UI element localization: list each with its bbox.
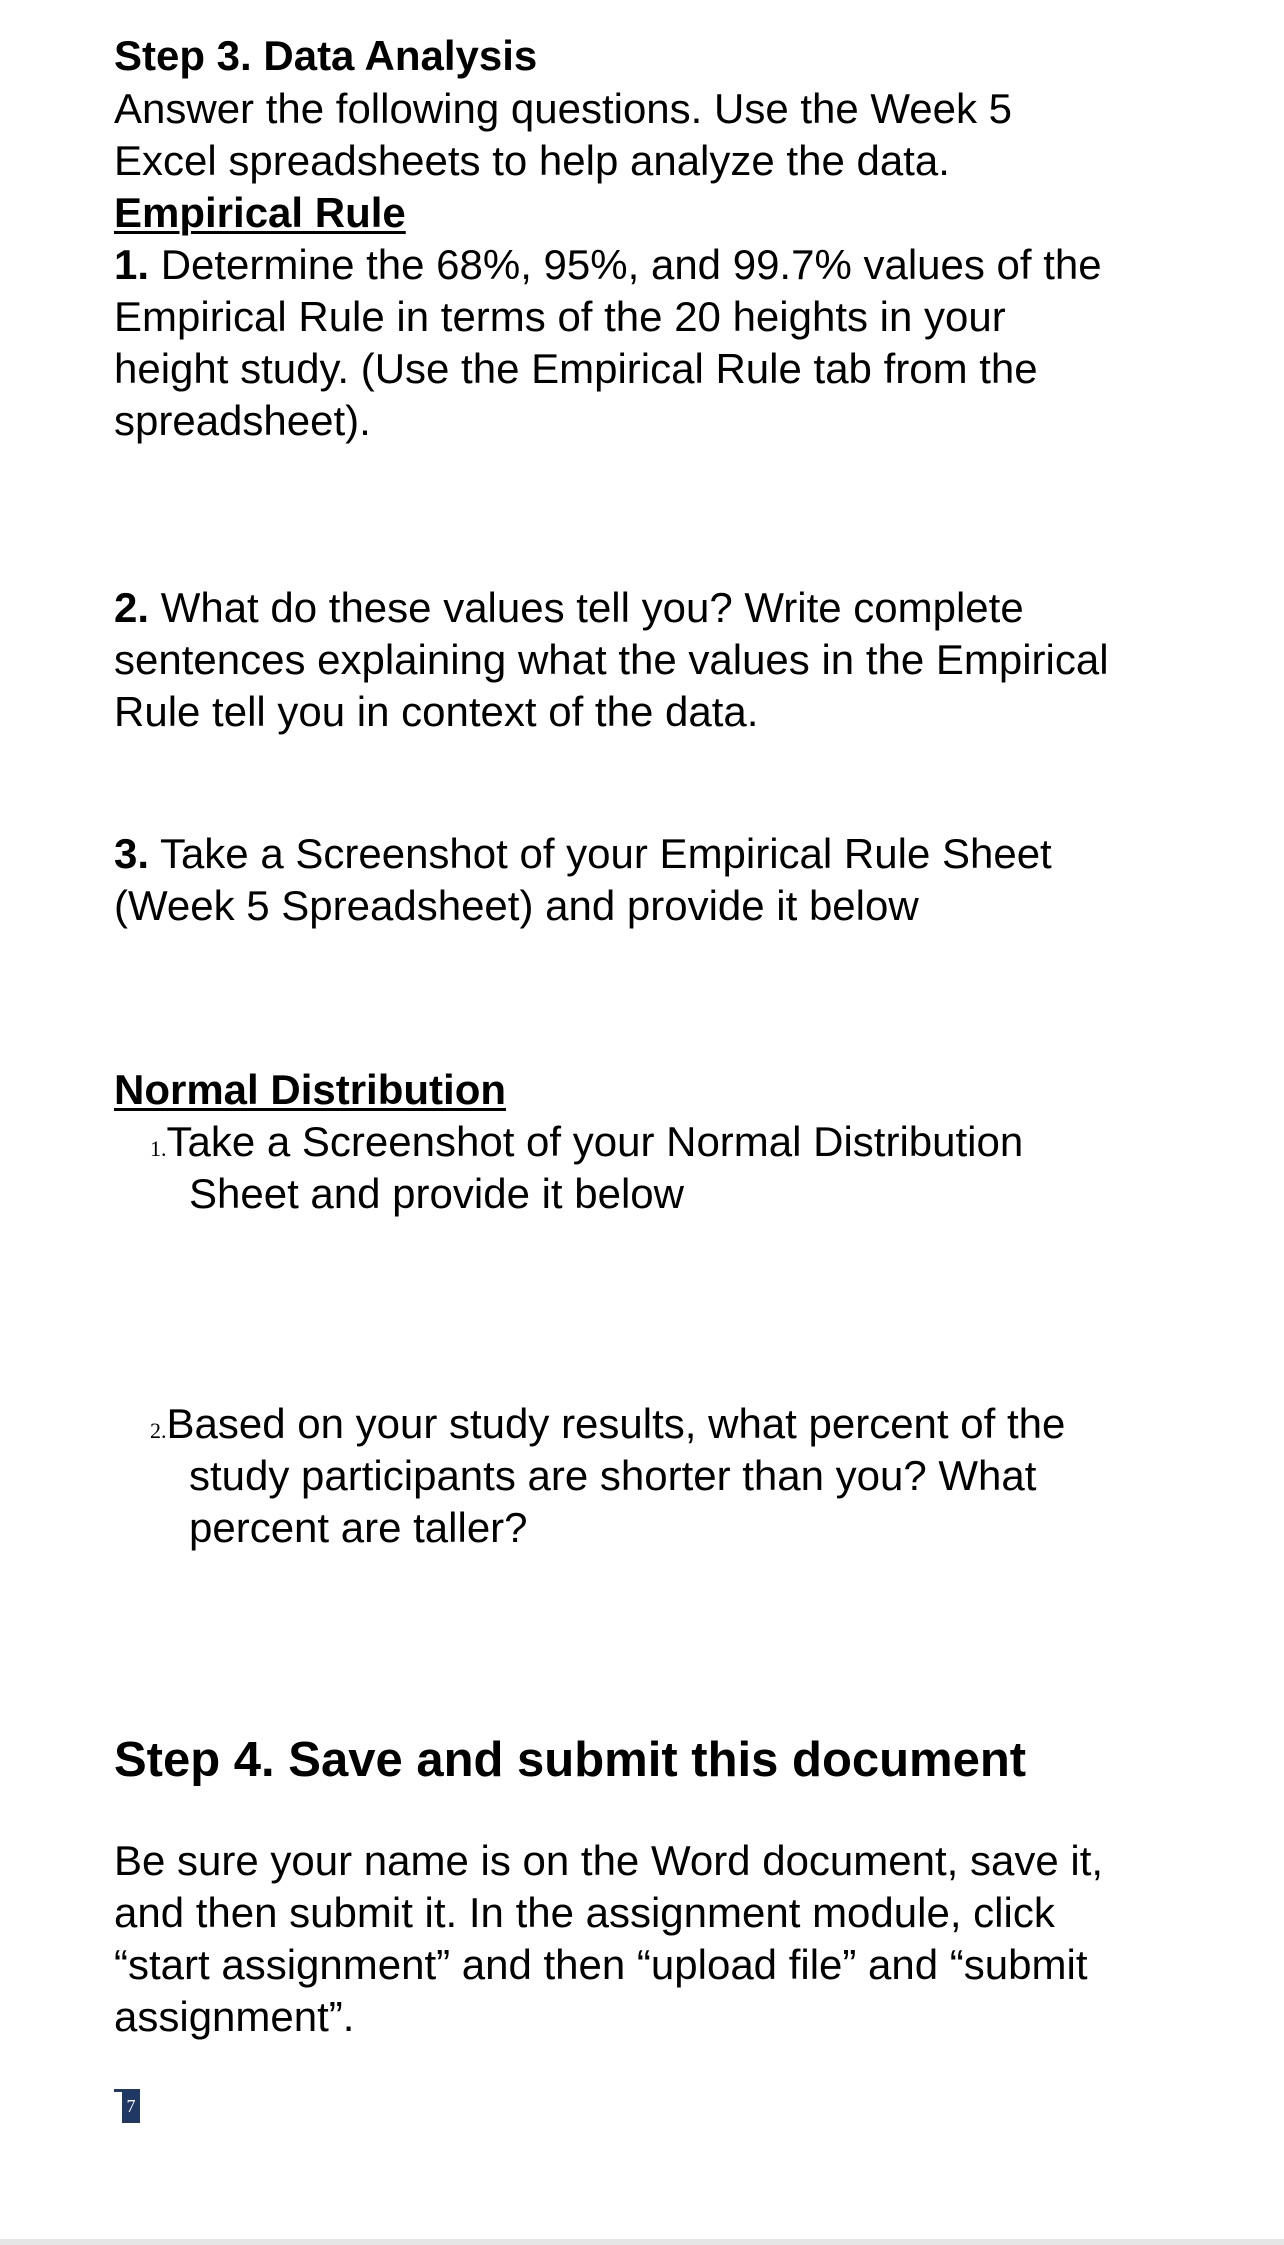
normal-q2-line-1 — [150, 1398, 1065, 1457]
empirical-q2-line-2: sentences explaining what the values in the Empirical — [114, 636, 1109, 683]
normal-q1-line-2: Sheet and provide it below — [189, 1170, 684, 1217]
step3-heading: Step 3. Data Analysis — [114, 32, 538, 79]
step3-intro-line-2: Excel spreadsheets to help analyze the data. — [114, 137, 950, 184]
empirical-q2-text: What do these values tell you? Write complete — [149, 584, 1024, 631]
empirical-q3-text: Take a Screenshot of your Empirical Rule Sheet — [149, 830, 1052, 877]
empirical-q1-line-4: spreadsheet). — [114, 397, 371, 444]
normal-q2-line-2: study participants are shorter than you? What — [189, 1452, 1037, 1499]
empirical-q1-line-1 — [114, 239, 1102, 291]
normal-q1-text: Take a Screenshot of your Normal Distribution — [166, 1118, 1024, 1165]
empirical-q2-line-3: Rule tell you in context of the data. — [114, 688, 759, 735]
page-bottom-edge — [0, 2239, 1284, 2245]
empirical-rule-heading: Empirical Rule — [114, 189, 406, 236]
empirical-q3-line-1 — [114, 828, 1052, 880]
normal-q2-line-3: percent are taller? — [189, 1504, 528, 1551]
normal-distribution-heading: Normal Distribution — [114, 1066, 507, 1113]
empirical-q1-number: 1. — [114, 241, 150, 288]
empirical-q3-number: 3. — [114, 830, 150, 877]
empirical-q1-text: Determine the 68%, 95%, and 99.7% values of the — [149, 241, 1102, 288]
step4-body-line-3: “start assignment” and then “upload file” and “submit — [114, 1941, 1088, 1988]
empirical-q2-line-1 — [114, 582, 1024, 634]
normal-q2-number: 2. — [150, 1418, 167, 1443]
page-number: 7 — [122, 2089, 140, 2123]
page-number-tick — [114, 2089, 122, 2092]
step4-body-line-2: and then submit it. In the assignment module, click — [114, 1889, 1055, 1936]
step4-body-line-4: assignment”. — [114, 1993, 355, 2040]
step4-body-line-1: Be sure your name is on the Word document, save it, — [114, 1837, 1104, 1884]
empirical-q3-line-2: (Week 5 Spreadsheet) and provide it below — [114, 882, 919, 929]
empirical-q1-line-2: Empirical Rule in terms of the 20 heights in your — [114, 293, 1006, 340]
normal-q2-text: Based on your study results, what percent of the — [166, 1400, 1066, 1447]
normal-q1-number: 1. — [150, 1136, 167, 1161]
step4-heading: Step 4. Save and submit this document — [114, 1733, 1027, 1787]
step3-intro-line-1: Answer the following questions. Use the Week 5 — [114, 85, 1013, 132]
empirical-q1-line-3: height study. (Use the Empirical Rule tab from the — [114, 345, 1038, 392]
normal-q1-line-1 — [150, 1116, 1023, 1175]
empirical-q2-number: 2. — [114, 584, 150, 631]
